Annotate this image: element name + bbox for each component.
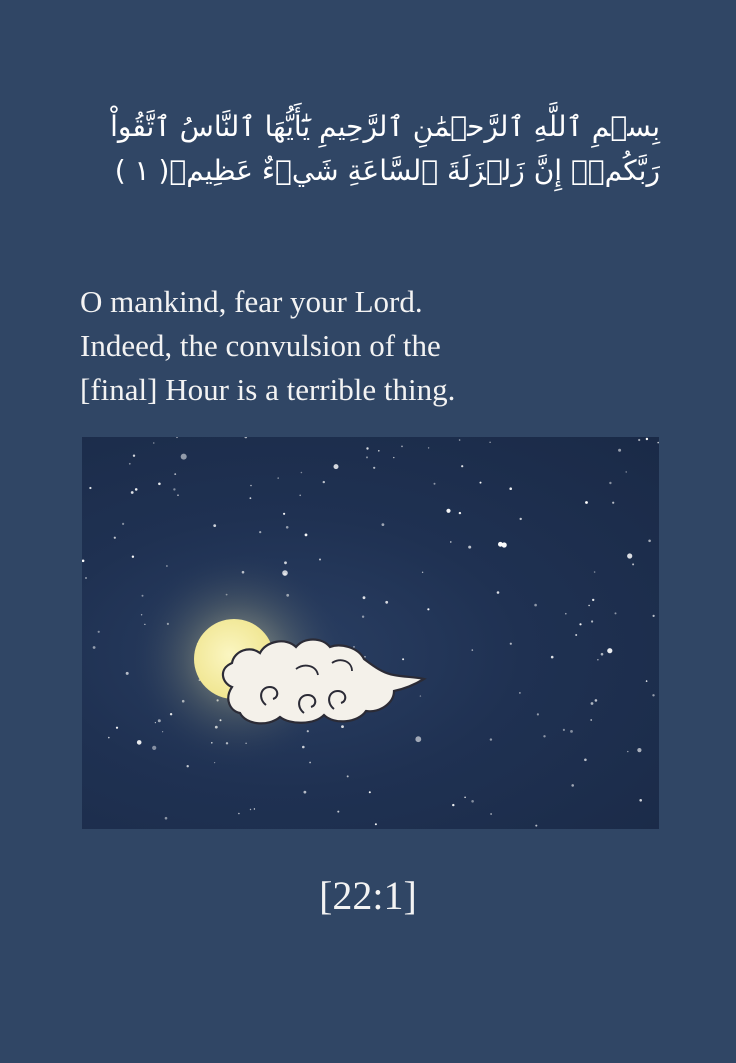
star xyxy=(597,659,598,660)
star xyxy=(158,483,161,486)
star xyxy=(334,464,339,469)
star xyxy=(152,746,156,750)
star xyxy=(98,631,100,633)
star xyxy=(584,759,587,762)
star xyxy=(366,447,368,449)
star xyxy=(612,502,614,504)
star xyxy=(116,727,118,729)
star xyxy=(89,487,91,489)
star xyxy=(366,456,368,458)
star xyxy=(601,653,604,656)
english-line-2: Indeed, the convulsion of the xyxy=(80,328,441,363)
star xyxy=(653,615,655,617)
star xyxy=(585,501,588,504)
star xyxy=(93,646,96,649)
night-sky-svg xyxy=(82,437,659,829)
english-line-1: O mankind, fear your Lord. xyxy=(80,284,423,319)
star xyxy=(570,730,573,733)
star xyxy=(137,740,142,745)
star xyxy=(114,537,116,539)
star xyxy=(588,605,589,606)
star xyxy=(174,473,176,475)
star xyxy=(632,563,634,565)
star xyxy=(563,729,565,731)
star xyxy=(657,442,659,444)
star xyxy=(459,439,461,441)
star xyxy=(591,702,594,705)
star xyxy=(489,442,490,443)
star xyxy=(165,817,168,820)
star xyxy=(131,491,134,494)
star xyxy=(304,791,307,794)
star xyxy=(132,556,134,558)
star xyxy=(173,488,175,490)
star xyxy=(133,455,135,457)
star xyxy=(595,699,598,702)
star xyxy=(420,695,421,696)
star xyxy=(472,649,474,651)
star xyxy=(571,784,574,787)
night-sky-illustration xyxy=(82,437,659,829)
star xyxy=(135,488,138,491)
star xyxy=(108,737,110,739)
star xyxy=(534,604,537,607)
star xyxy=(177,494,179,496)
star xyxy=(176,437,177,438)
verse-reference: [22:1] xyxy=(319,873,417,918)
star xyxy=(363,596,366,599)
star xyxy=(575,634,577,636)
star xyxy=(579,623,581,625)
star xyxy=(646,438,648,440)
star xyxy=(609,482,611,484)
star xyxy=(238,813,240,815)
star xyxy=(277,477,279,479)
star xyxy=(535,825,537,827)
star xyxy=(283,513,285,515)
star xyxy=(615,612,617,614)
star xyxy=(459,512,461,514)
star xyxy=(393,457,394,458)
star xyxy=(378,450,380,452)
star xyxy=(497,591,500,594)
star xyxy=(181,454,187,460)
star xyxy=(646,680,648,682)
star xyxy=(286,526,289,529)
star xyxy=(652,694,654,696)
star xyxy=(428,447,429,448)
star xyxy=(259,531,261,533)
star xyxy=(638,439,640,441)
star xyxy=(369,791,371,793)
star xyxy=(498,542,503,547)
star xyxy=(187,765,189,767)
star xyxy=(618,449,621,452)
star xyxy=(639,799,642,802)
star xyxy=(301,472,303,474)
star xyxy=(323,481,325,483)
star xyxy=(153,442,154,443)
star xyxy=(452,804,454,806)
star xyxy=(373,467,375,469)
star xyxy=(461,465,463,467)
star xyxy=(468,546,471,549)
star xyxy=(166,565,168,567)
star xyxy=(402,658,404,660)
star xyxy=(607,648,612,653)
star xyxy=(250,497,252,499)
arabic-verse xyxy=(80,105,660,193)
star xyxy=(82,560,84,563)
star xyxy=(385,601,388,604)
star xyxy=(122,523,124,525)
star xyxy=(364,656,366,658)
star xyxy=(543,735,545,737)
star xyxy=(250,809,251,810)
star xyxy=(490,738,492,740)
star xyxy=(254,808,255,809)
star xyxy=(382,523,385,526)
star xyxy=(464,797,466,799)
star xyxy=(347,775,349,777)
star xyxy=(490,813,492,815)
star xyxy=(337,811,339,813)
star xyxy=(480,482,482,484)
arabic-line-1: بِسۡمِ ٱللَّهِ ٱلرَّحۡمَٰنِ ٱلرَّحِيمِ يَٰٓأَيُّهَا ٱلنَّاسُ ٱتَّقُواْ xyxy=(110,110,660,143)
star xyxy=(510,643,512,645)
star xyxy=(353,646,354,647)
arabic-line-2: رَبَّكُمۡۚ إِنَّ زَلۡزَلَةَ ٱلسَّاعَةِ شَيۡءٌ عَظِيمٞ( ١ ) xyxy=(114,154,660,187)
star xyxy=(537,713,539,715)
star xyxy=(591,620,593,622)
star xyxy=(213,524,216,527)
english-line-3: [final] Hour is a terrible thing. xyxy=(80,372,456,407)
star xyxy=(362,616,364,618)
english-translation xyxy=(80,280,680,412)
star xyxy=(250,485,252,487)
star xyxy=(375,823,377,825)
star xyxy=(319,559,321,561)
star xyxy=(446,509,450,513)
star xyxy=(142,595,144,597)
star xyxy=(627,751,628,752)
star xyxy=(590,719,592,721)
star xyxy=(245,437,248,438)
star xyxy=(415,736,421,742)
star xyxy=(299,495,301,497)
star xyxy=(341,725,344,728)
star xyxy=(309,762,311,764)
star xyxy=(434,483,436,485)
star xyxy=(85,577,87,579)
star xyxy=(305,534,308,537)
star xyxy=(648,540,651,543)
star xyxy=(565,613,567,615)
star xyxy=(509,487,512,490)
star xyxy=(129,463,131,465)
star xyxy=(520,518,522,520)
star xyxy=(422,572,423,573)
star xyxy=(401,446,403,448)
star xyxy=(519,692,521,694)
cloud-icon xyxy=(223,640,424,724)
star xyxy=(592,599,594,601)
star xyxy=(626,471,627,472)
star xyxy=(551,656,554,659)
star xyxy=(627,553,632,558)
star xyxy=(126,672,129,675)
star xyxy=(450,541,451,542)
star xyxy=(637,748,641,752)
star xyxy=(594,571,596,573)
star xyxy=(427,608,429,610)
star xyxy=(471,800,474,803)
